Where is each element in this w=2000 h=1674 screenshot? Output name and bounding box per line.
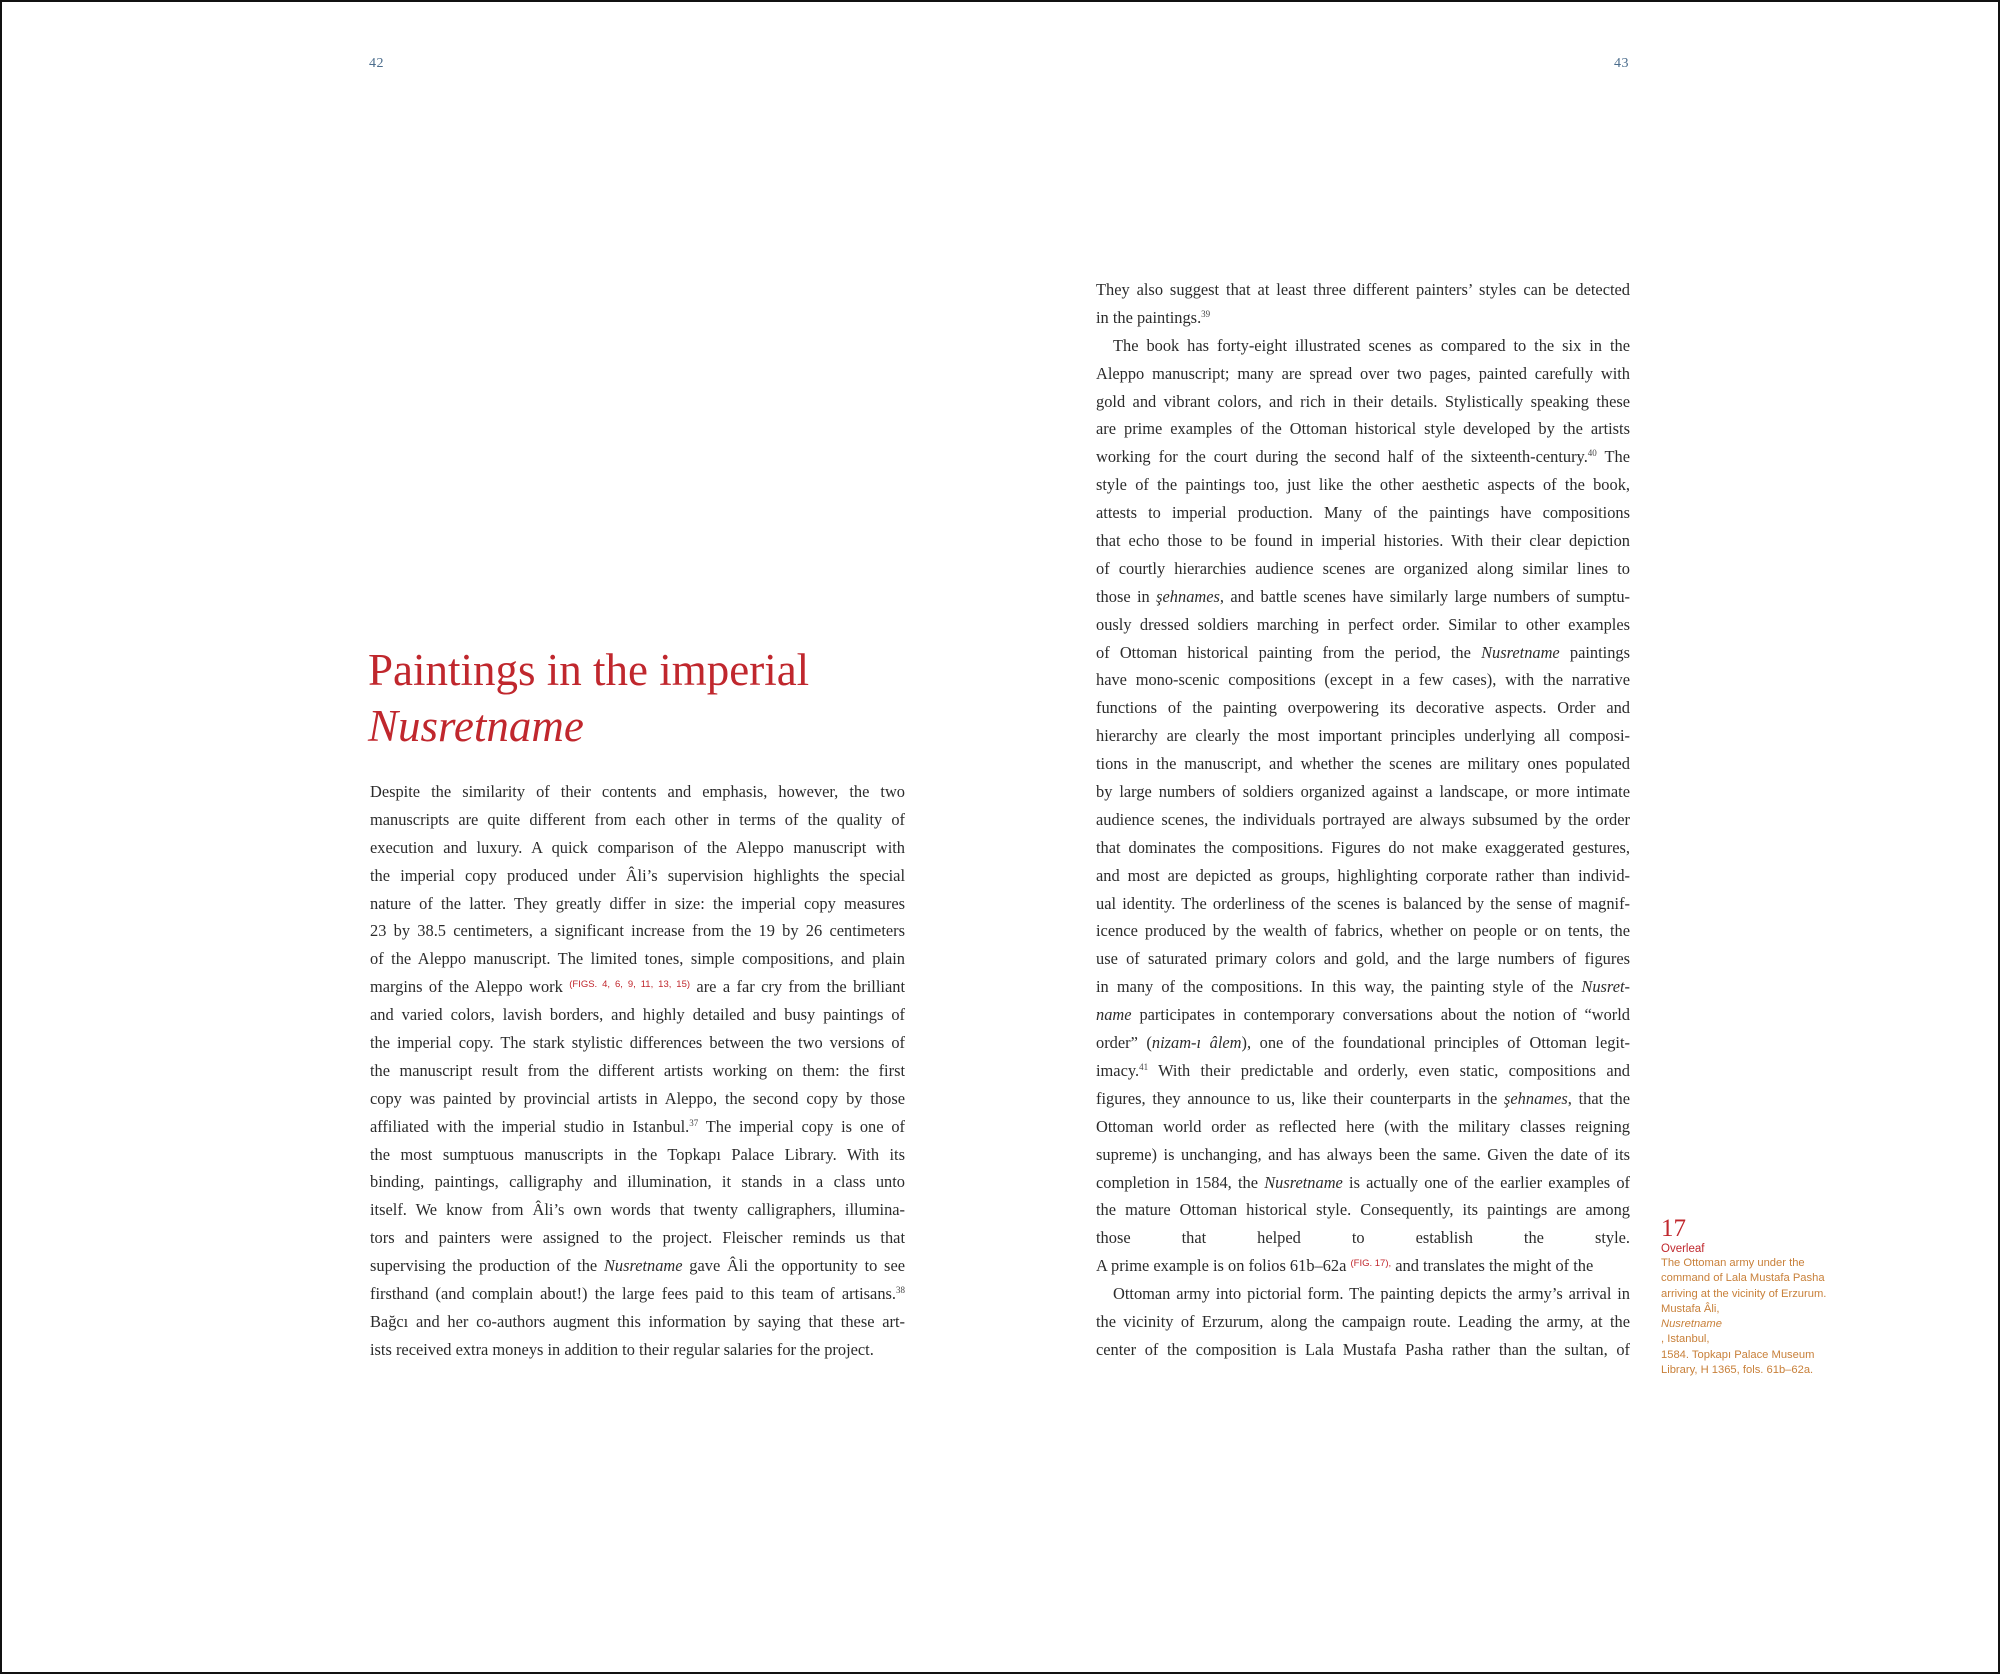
section-heading bbox=[368, 642, 928, 754]
text-run: affiliated with the imperial studio in Istanbul. bbox=[370, 1116, 690, 1136]
text-run: in many of the compositions. In this way, the painting style of the bbox=[1096, 977, 1582, 997]
italic-title: name bbox=[1096, 1005, 1132, 1025]
text-line: supreme) is unchanging, and has always been the same. Given the date of its bbox=[1096, 1144, 1630, 1164]
figure-reference: (FIG. 17), bbox=[1350, 1258, 1392, 1270]
text-line: of courtly hierarchies audience scenes are organized along similar lines to bbox=[1096, 558, 1630, 578]
text-line: execution and luxury. A quick comparison of the Aleppo manuscript with bbox=[370, 837, 905, 857]
text-line: tors and painters were assigned to the project. Fleischer reminds us that bbox=[370, 1228, 905, 1248]
text-line: the vicinity of Erzurum, along the campaign route. Leading the army, at the bbox=[1096, 1311, 1630, 1331]
text-line bbox=[1096, 639, 1630, 667]
text-run: participates in contemporary conversations about the notion of “world bbox=[1131, 1005, 1630, 1025]
text-run: completion in 1584, the bbox=[1096, 1172, 1265, 1192]
text-line bbox=[1096, 1057, 1630, 1085]
italic-title: Nusretname bbox=[1661, 1318, 1722, 1331]
text-run: order” ( bbox=[1096, 1033, 1152, 1053]
figure-caption bbox=[1661, 1216, 1871, 1378]
text-line: nature of the latter. They greatly differ in size: the imperial copy measures bbox=[370, 893, 905, 913]
text-line: use of saturated primary colors and gold, and the large numbers of figures bbox=[1096, 949, 1630, 969]
text-line: They also suggest that at least three different painters’ styles can be detected bbox=[1096, 280, 1630, 299]
text-line: hierarchy are clearly the most important principles underlying all composi- bbox=[1096, 726, 1630, 746]
text-line: ously dressed soldiers marching in perfect order. Similar to other examples bbox=[1096, 614, 1630, 634]
text-line: the mature Ottoman historical style. Consequently, its paintings are among bbox=[1096, 1200, 1630, 1220]
text-run: ), one of the foundational principles of Ottoman legit- bbox=[1241, 1033, 1630, 1053]
text-line bbox=[1096, 304, 1630, 332]
caption-label: Overleaf bbox=[1661, 1243, 1705, 1255]
text-run: gave Âli the opportunity to see bbox=[682, 1256, 905, 1276]
caption-line: Library, H 1365, fols. 61b–62a. bbox=[1661, 1364, 1814, 1377]
text-line: are prime examples of the Ottoman historical style developed by the artists bbox=[1096, 419, 1630, 439]
text-run: , and battle scenes have similarly large numbers of sumptu- bbox=[1219, 586, 1630, 606]
text-line bbox=[1096, 1029, 1630, 1057]
text-line: Despite the similarity of their contents and emphasis, however, the two bbox=[370, 782, 905, 801]
text-line bbox=[1096, 1085, 1630, 1113]
footnote-ref: 40 bbox=[1587, 448, 1597, 459]
text-line bbox=[370, 1113, 905, 1141]
text-line: by large numbers of soldiers organized against a landscape, or more intimate bbox=[1096, 782, 1630, 802]
caption-line: command of Lala Mustafa Pasha bbox=[1661, 1272, 1825, 1285]
heading-line-2: Nusretname bbox=[368, 701, 584, 751]
text-line: attests to imperial production. Many of the paintings have compositions bbox=[1096, 503, 1630, 523]
text-line: center of the composition is Lala Mustafa Pasha rather than the sultan, of bbox=[1096, 1339, 1630, 1359]
text-run: margins of the Aleppo work bbox=[370, 977, 570, 997]
text-run: is actually one of the earlier examples of bbox=[1342, 1172, 1630, 1192]
text-run: are a far cry from the brilliant bbox=[690, 977, 905, 997]
text-line: gold and vibrant colors, and rich in their details. Stylistically speaking these bbox=[1096, 391, 1630, 411]
text-run: working for the court during the second half of the sixteenth-century. bbox=[1096, 447, 1588, 467]
text-line: The book has forty-eight illustrated scenes as compared to the six in the bbox=[1113, 335, 1630, 355]
text-run: , that the bbox=[1567, 1088, 1630, 1108]
text-line: manuscripts are quite different from each other in terms of the quality of bbox=[370, 809, 905, 829]
text-line: Bağcı and her co-authors augment this information by saying that these art- bbox=[370, 1311, 905, 1331]
caption-line: The Ottoman army under the bbox=[1661, 1257, 1805, 1269]
caption-line bbox=[1661, 1302, 1871, 1348]
left-body-column bbox=[370, 778, 905, 1364]
text-run: figures, they announce to us, like their counterparts in the bbox=[1096, 1088, 1505, 1108]
italic-title: Nusretname bbox=[1264, 1172, 1343, 1192]
text-line: the manuscript result from the different artists working on them: the first bbox=[370, 1060, 905, 1080]
text-run: With their predictable and orderly, even static, compositions and bbox=[1148, 1060, 1630, 1080]
text-line bbox=[370, 1252, 905, 1280]
text-line: ual identity. The orderliness of the scenes is balanced by the sense of magnif- bbox=[1096, 893, 1630, 913]
text-run: those in bbox=[1096, 586, 1157, 606]
text-line bbox=[1096, 1169, 1630, 1197]
text-line: the imperial copy. The stark stylistic differences between the two versions of bbox=[370, 1033, 905, 1053]
text-line: style of the paintings too, just like the other aesthetic aspects of the book, bbox=[1096, 475, 1630, 495]
italic-title: şehnames bbox=[1156, 586, 1220, 606]
text-line bbox=[1096, 1001, 1630, 1029]
italic-title: Nusret- bbox=[1581, 977, 1630, 997]
text-run: A prime example is on folios 61b–62a bbox=[1096, 1256, 1351, 1276]
italic-title: Nusretname bbox=[603, 1256, 683, 1276]
text-run: imacy. bbox=[1096, 1060, 1140, 1080]
text-line: and varied colors, lavish borders, and highly detailed and busy paintings of bbox=[370, 1005, 905, 1025]
caption-line: arriving at the vicinity of Erzurum. bbox=[1661, 1287, 1827, 1300]
italic-title: şehnames bbox=[1504, 1088, 1568, 1108]
footnote-ref: 41 bbox=[1139, 1061, 1149, 1072]
text-run: supervising the production of the bbox=[370, 1256, 604, 1276]
text-line: icence produced by the wealth of fabrics, whether on people or on tents, the bbox=[1096, 921, 1630, 941]
page-number-right: 43 bbox=[1614, 56, 1629, 71]
text-line: Ottoman army into pictorial form. The painting depicts the army’s arrival in bbox=[1113, 1284, 1630, 1304]
text-run: , Istanbul, bbox=[1661, 1333, 1710, 1346]
text-run: firsthand (and complain about!) the large fees paid to this team of artisans. bbox=[370, 1284, 896, 1304]
text-line: functions of the painting overpowering its decorative aspects. Order and bbox=[1096, 698, 1630, 718]
italic-title: nizam-ı âlem bbox=[1151, 1033, 1242, 1053]
heading-line-1: Paintings in the imperial bbox=[368, 645, 810, 695]
text-line: binding, paintings, calligraphy and illumination, it stands in a class unto bbox=[370, 1172, 905, 1192]
italic-title: Nusretname bbox=[1481, 642, 1560, 662]
text-line: 23 by 38.5 centimeters, a significant increase from the 19 by 26 centimeters bbox=[370, 921, 905, 941]
text-line: have mono-scenic compositions (except in a few cases), with the narrative bbox=[1096, 670, 1630, 690]
text-line: ists received extra moneys in addition to their regular salaries for the project. bbox=[370, 1339, 874, 1359]
text-run: paintings bbox=[1559, 642, 1630, 662]
text-run: and translates the might of the bbox=[1391, 1256, 1594, 1276]
page-number-left: 42 bbox=[369, 56, 384, 71]
text-line: and most are depicted as groups, highlighting corporate rather than individ- bbox=[1096, 865, 1630, 885]
figure-reference: (FIGS. 4, 6, 9, 11, 13, 15) bbox=[569, 979, 691, 991]
text-line: audience scenes, the individuals portrayed are always subsumed by the order bbox=[1096, 809, 1630, 829]
footnote-ref: 38 bbox=[896, 1285, 905, 1296]
text-line bbox=[1096, 1252, 1630, 1280]
text-line: that echo those to be found in imperial histories. With their clear depiction bbox=[1096, 531, 1630, 551]
caption-line: 1584. Topkapı Palace Museum bbox=[1661, 1348, 1815, 1361]
text-line: of the Aleppo manuscript. The limited tones, simple compositions, and plain bbox=[370, 949, 905, 969]
text-run: The imperial copy is one of bbox=[698, 1116, 905, 1136]
text-line: the imperial copy produced under Âli’s supervision highlights the special bbox=[370, 865, 905, 885]
text-line: Ottoman world order as reflected here (with the military classes reigning bbox=[1096, 1116, 1630, 1136]
caption-figure-number: 17 bbox=[1661, 1215, 1686, 1242]
text-line bbox=[1096, 583, 1630, 611]
text-line bbox=[1096, 443, 1630, 471]
text-line bbox=[370, 973, 905, 1001]
text-run: of Ottoman historical painting from the period, the bbox=[1096, 642, 1482, 662]
text-line: tions in the manuscript, and whether the scenes are military ones populated bbox=[1096, 754, 1630, 774]
text-line: that dominates the compositions. Figures do not make exaggerated gestures, bbox=[1096, 837, 1630, 857]
text-line: copy was painted by provincial artists in Aleppo, the second copy by those bbox=[370, 1088, 905, 1108]
text-line bbox=[1096, 973, 1630, 1001]
footnote-ref: 39 bbox=[1201, 308, 1211, 319]
text-line bbox=[370, 1280, 905, 1308]
footnote-ref: 37 bbox=[689, 1117, 699, 1128]
right-body-column bbox=[1096, 276, 1630, 1364]
text-line: the most sumptuous manuscripts in the Topkapı Palace Library. With its bbox=[370, 1144, 905, 1164]
text-line: itself. We know from Âli’s own words that twenty calligraphers, illumina- bbox=[370, 1200, 905, 1220]
text-run: Mustafa Âli, bbox=[1661, 1302, 1720, 1315]
text-run: The bbox=[1596, 447, 1630, 467]
caption-text bbox=[1661, 1256, 1871, 1378]
text-line: Aleppo manuscript; many are spread over two pages, painted carefully with bbox=[1096, 363, 1630, 383]
text-line: those that helped to establish the style. bbox=[1096, 1228, 1630, 1248]
text-run: in the paintings. bbox=[1096, 307, 1202, 327]
